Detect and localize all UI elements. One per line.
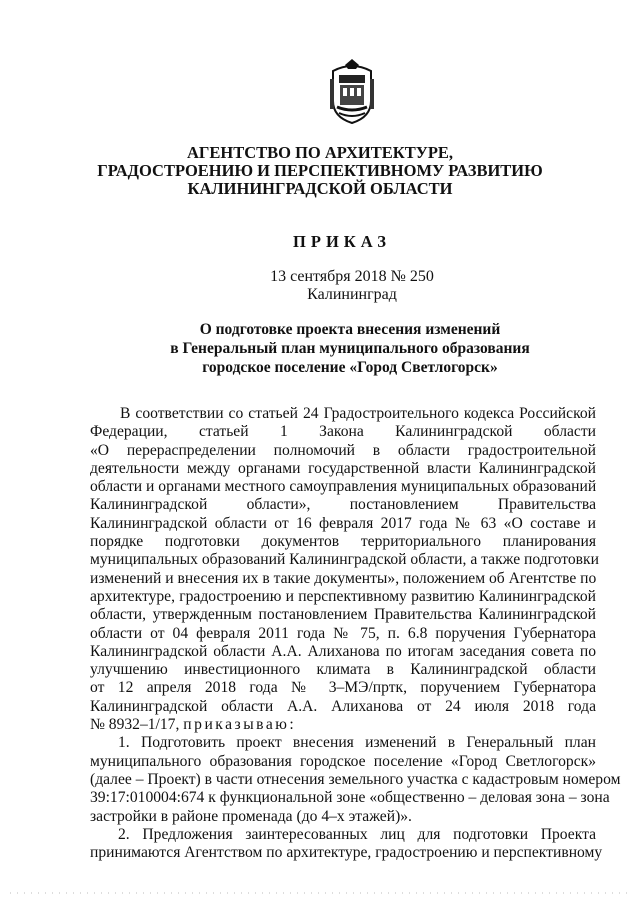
body-line: Федерации, статьей 1 Закона Калининградской области [90, 423, 596, 441]
body-line-end [90, 716, 596, 734]
item1-line: застройки в районе променада (до 4–х этажей)». [90, 807, 412, 825]
body-line: улучшению инвестиционного климата в Калининградской области [90, 661, 596, 679]
scan-artifact-dots [0, 890, 640, 896]
order-meta [0, 268, 640, 304]
order-word: приказываю: [183, 716, 297, 734]
body-line: Калининградской области А.А. Алиханова по итогам заседания совета по [90, 642, 596, 660]
order-subject [0, 320, 640, 377]
body-line: от 12 апреля 2018 года № 3–МЭ/пртк, поручением Губернатора [90, 679, 596, 697]
body-line: области, утвержденным постановлением Правительства Калининградской [90, 606, 596, 624]
item1-line: 1. Подготовить проект внесения изменений в Генеральный план [118, 734, 596, 752]
body-line: области от 04 февраля 2011 года № 75, п. 6.8 поручения Губернатора [90, 624, 596, 642]
order-date-number: 13 сентября 2018 № 250 [270, 268, 434, 285]
agency-line: КАЛИНИНГРАДСКОЙ ОБЛАСТИ [187, 179, 453, 198]
body-line: муниципальных образований Калининградской области, а также подготовки [90, 551, 599, 569]
item1-line: 39:17:010004:674 к функциональной зоне «общественно – деловая зона – зона [90, 789, 610, 807]
agency-line: ГРАДОСТРОЕНИЮ И ПЕРСПЕКТИВНОМУ РАЗВИТИЮ [97, 161, 543, 180]
item1-line: (далее – Проект) в части отнесения земельного участка с кадастровым номером [90, 770, 621, 788]
body-line: В соответствии со статьей 24 Градостроительного кодекса Российской [120, 405, 596, 422]
coat-of-arms-icon [327, 57, 377, 125]
body-line: архитектуре, градостроению и перспективному развитию Калининградской [90, 587, 596, 605]
subject-line: в Генеральный план муниципального образования [170, 340, 530, 357]
body-line: области и органами местного самоуправления муниципальных образований [90, 478, 597, 496]
body-line: Калининградской области от 16 февраля 2017 года № 63 «О составе и [90, 514, 596, 532]
subject-line: О подготовке проекта внесения изменений [199, 321, 501, 338]
order-title: ПРИКАЗ [293, 232, 391, 251]
order-body [90, 405, 621, 862]
body-line: изменений и внесения их в такие документы», положением об Агентстве по [90, 569, 597, 587]
agency-line: АГЕНТСТВО ПО АРХИТЕКТУРЕ, [186, 143, 454, 162]
item1-line: муниципального образования городское поселение «Город Светлогорск» [90, 752, 596, 770]
item2-line: принимаются Агентством по архитектуре, градостроению и перспективному [90, 844, 603, 862]
agency-name [0, 144, 640, 198]
body-line: порядке подготовки документов территориального планирования [90, 533, 596, 551]
body-line: деятельности между органами государственной власти Калининградской [90, 459, 596, 477]
body-line: Калининградской области», постановлением Правительства [90, 496, 596, 514]
order-city: Калининград [307, 286, 397, 303]
item2-line: 2. Предложения заинтересованных лиц для подготовки Проекта [118, 825, 596, 843]
body-line: Калининградской области А.А. Алиханова от 24 июля 2018 года [90, 697, 596, 715]
subject-line: городское поселение «Город Светлогорск» [202, 359, 498, 376]
body-line: «О перераспределении полномочий в области градостроительной [90, 441, 596, 459]
preamble-end: № 8932–1/17, [90, 716, 180, 734]
